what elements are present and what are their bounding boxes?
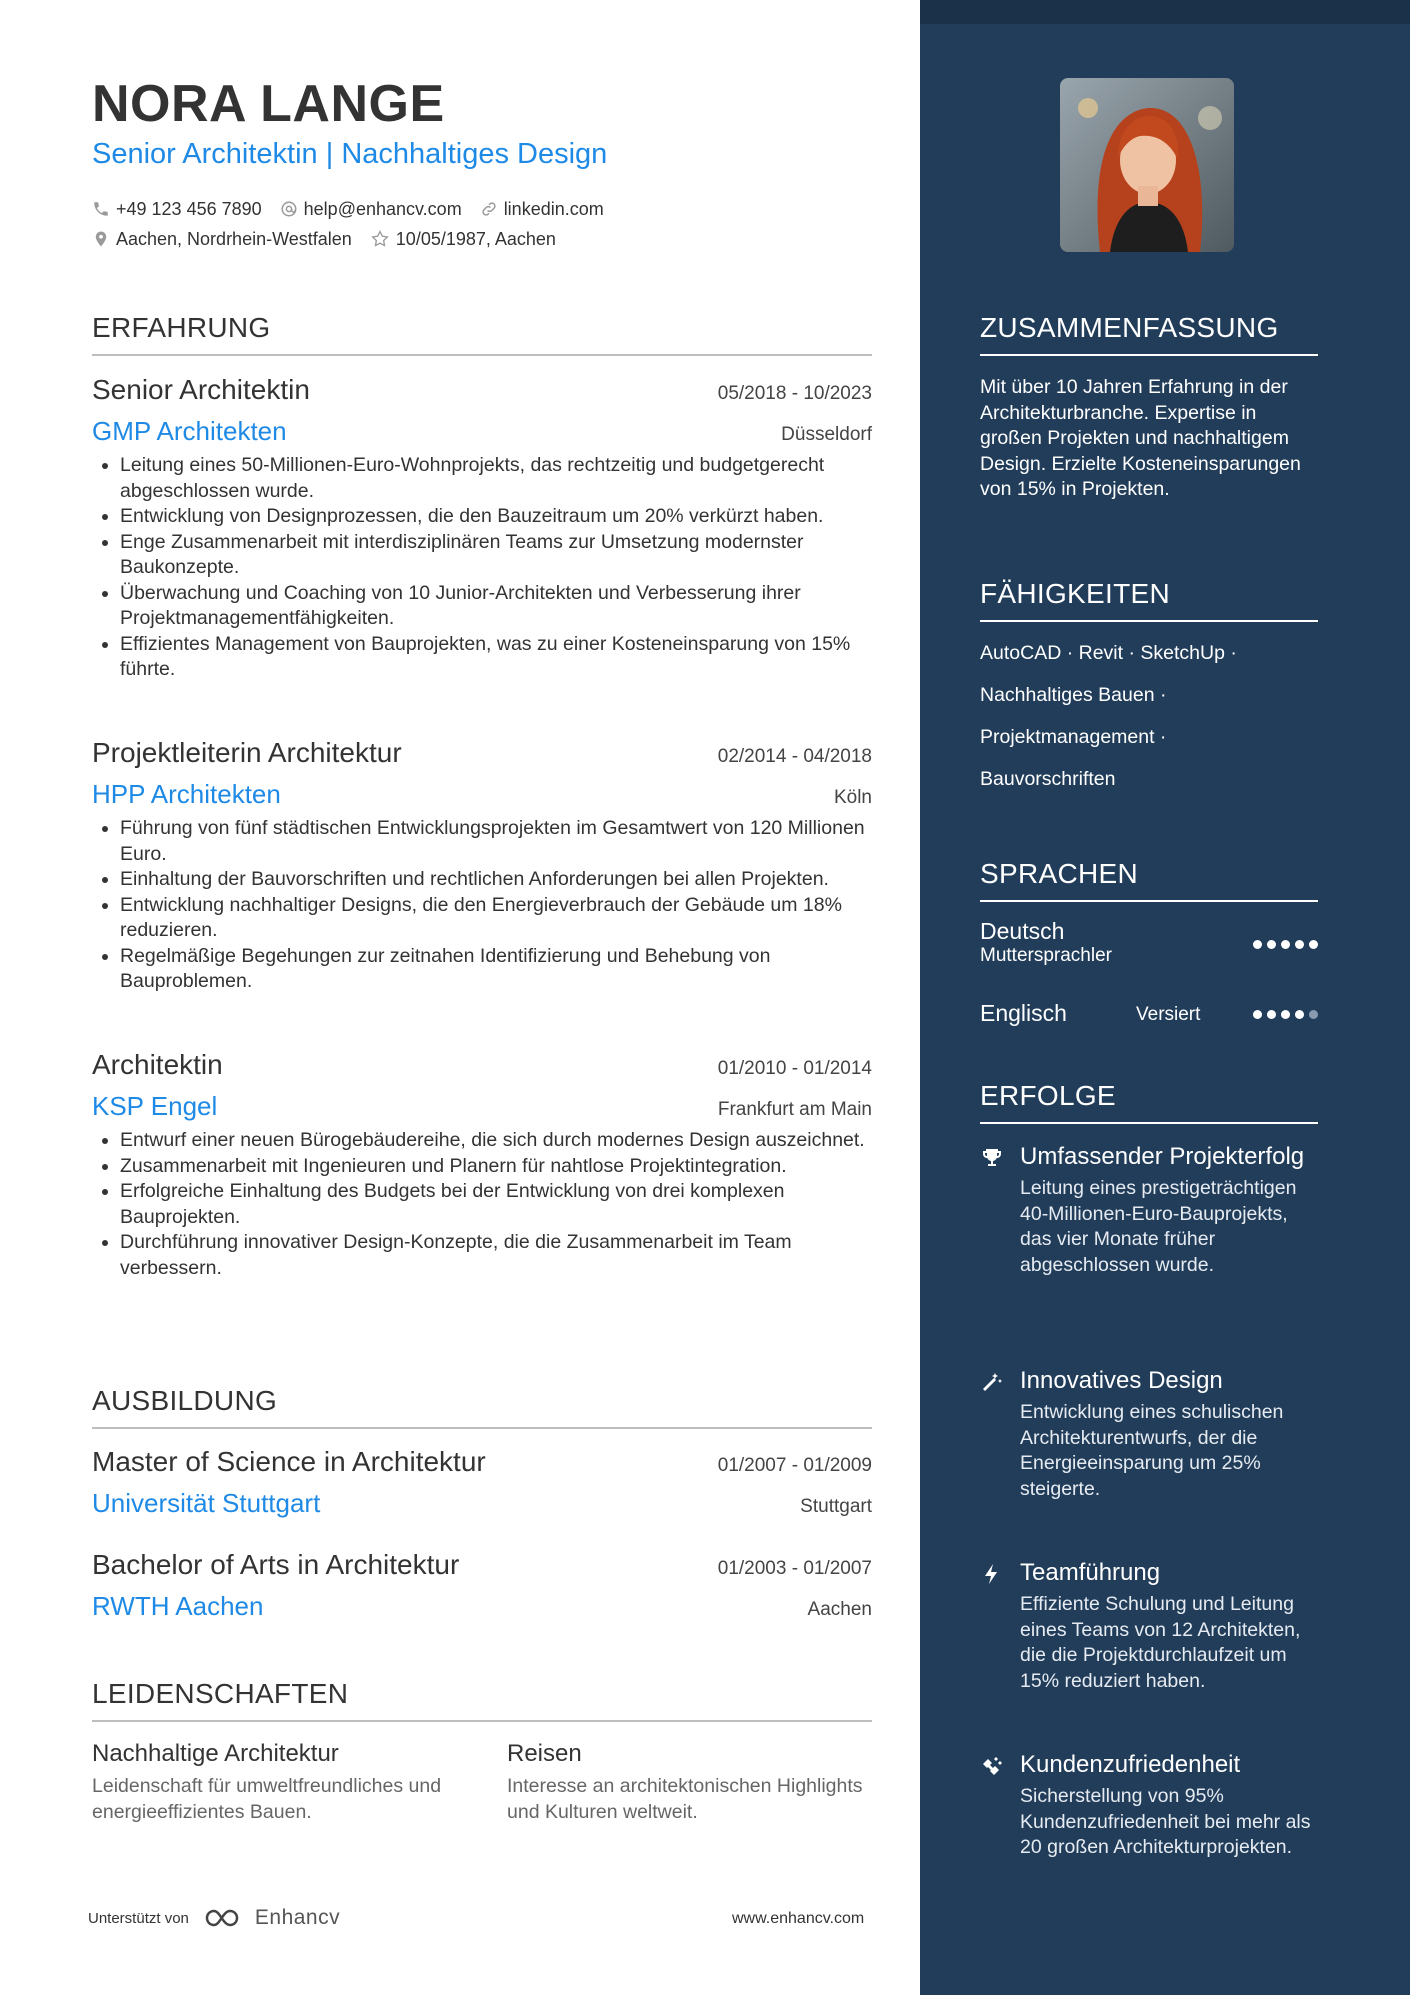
bullet: • Einhaltung der Bauvorschriften und rechtlichen Anforderungen bei allen Projekten. [120, 867, 872, 893]
bullet: • Entwicklung von Designprozessen, die den Bauzeitraum um 20% verkürzt haben. [120, 504, 872, 530]
job-company: KSP Engel [92, 1091, 218, 1121]
passion-title: Nachhaltige Architektur [92, 1740, 339, 1767]
passion-description: Leidenschaft für umweltfreundliches und energieeffizientes Bauen. [92, 1775, 442, 1823]
job-entry [92, 374, 872, 683]
proficiency-dot-filled [1309, 940, 1318, 949]
bullet: • Entwurf einer neuen Bürogebäudereihe, die sich durch modernes Design auszeichnet. [120, 1128, 872, 1154]
education-date: 01/2003 - 01/2007 [717, 1558, 872, 1579]
proficiency-dot-filled [1295, 940, 1304, 949]
headline: Senior Architektin | Nachhaltiges Design [92, 138, 608, 170]
phone-text: +49 123 456 7890 [116, 198, 262, 219]
powered-by-text: Unterstützt von [88, 1909, 189, 1927]
bullet: • Führung von fünf städtischen Entwicklungsprojekten im Gesamtwert von 120 Millionen Euro. [120, 816, 872, 867]
language-proficiency-dots [1248, 940, 1318, 949]
contact-info [92, 194, 622, 254]
contact-birth [370, 229, 556, 250]
language-name: Englisch [980, 1000, 1067, 1026]
education-location: Stuttgart [800, 1496, 872, 1517]
linkedin-text: linkedin.com [503, 198, 604, 219]
bullet: • Entwicklung nachhaltiger Designs, die den Energieverbrauch der Gebäude um 18% reduzieren. [120, 893, 872, 944]
skill-line: AutoCAD · Revit · SketchUp · [980, 642, 1237, 664]
proficiency-dot-filled [1253, 1010, 1262, 1019]
job-entry [92, 737, 872, 995]
job-date: 02/2014 - 04/2018 [717, 746, 872, 767]
job-title: Architektin [92, 1049, 223, 1080]
languages-section-title: SPRACHEN [980, 858, 1318, 902]
skill-line: Bauvorschriften [980, 768, 1116, 790]
bullet: • Enge Zusammenarbeit mit interdisziplinären Teams zur Umsetzung modernster Baukonzepte. [120, 530, 872, 581]
achievement-description: Entwicklung eines schulischen Architekturentwurfs, der die Energieeinsparung um 25% steigerte. [1020, 1401, 1284, 1500]
language-name: Deutsch [980, 918, 1065, 944]
skill-line: Projektmanagement · [980, 726, 1167, 748]
education-section-title: AUSBILDUNG [92, 1385, 872, 1429]
achievement-item [980, 1750, 1318, 1861]
language-item [980, 1000, 1318, 1032]
passions-list [92, 1740, 872, 1825]
job-location: Frankfurt am Main [717, 1099, 872, 1120]
job-entry [92, 1049, 872, 1281]
sidebar [920, 0, 1410, 1995]
magic-wand-icon [980, 1370, 1004, 1394]
trophy-icon [980, 1146, 1004, 1170]
bullet: • Durchführung innovativer Design-Konzepte, die die Zusammenarbeit im Team verbessern. [120, 1230, 872, 1281]
proficiency-dot-empty [1309, 1010, 1318, 1019]
summary-text: Mit über 10 Jahren Erfahrung in der Architekturbranche. Expertise in großen Projekten und nachhaltigem Design. Erzielte Kosteneinsparungen von 15% in Projekten. [980, 376, 1301, 500]
job-bullets [92, 1128, 872, 1281]
job-title: Projektleiterin Architektur [92, 737, 402, 768]
profile-photo [1060, 78, 1234, 252]
education-location: Aachen [807, 1599, 872, 1620]
location-text: Aachen, Nordrhein-Westfalen [116, 228, 352, 249]
degree: Master of Science in Architektur [92, 1446, 486, 1477]
bullet: • Erfolgreiche Einhaltung des Budgets bei der Entwicklung von drei komplexen Bauprojekten. [120, 1179, 872, 1230]
job-location: Köln [833, 787, 872, 808]
job-bullets [92, 816, 872, 995]
passion-item [92, 1740, 507, 1825]
summary-section-title: ZUSAMMENFASSUNG [980, 312, 1318, 356]
achievement-description: Sicherstellung von 95% Kundenzufriedenheit bei mehr als 20 großen Architekturprojekten. [1020, 1785, 1311, 1858]
bullet: • Überwachung und Coaching von 10 Junior-Architekten und Verbesserung ihrer Projektmanagementfähigkeiten. [120, 581, 872, 632]
achievement-description: Leitung eines prestigeträchtigen 40-Millionen-Euro-Bauprojekts, das vier Monate früher abgeschlossen wurde. [1020, 1177, 1297, 1276]
contact-email[interactable] [280, 199, 462, 220]
achievement-title: Innovatives Design [1020, 1367, 1223, 1394]
sidebar-top-bar [920, 0, 1410, 24]
language-level: Muttersprachler [980, 945, 1112, 966]
achievements-section-title: ERFOLGE [980, 1080, 1318, 1124]
skill-line: Nachhaltiges Bauen · [980, 684, 1167, 706]
job-location: Düsseldorf [781, 424, 872, 445]
experience-section-title: ERFAHRUNG [92, 312, 872, 356]
email-text: help@enhancv.com [303, 198, 462, 219]
achievement-item [980, 1558, 1318, 1694]
bullet: • Leitung eines 50-Millionen-Euro-Wohnprojekts, das rechtzeitig und budgetgerecht abgeschlossen wurde. [120, 453, 872, 504]
proficiency-dot-filled [1267, 940, 1276, 949]
skills-list [980, 636, 1318, 804]
enhancv-logo-icon [201, 1905, 251, 1931]
at-icon [280, 200, 298, 218]
proficiency-dot-filled [1281, 940, 1290, 949]
education-date: 01/2007 - 01/2009 [717, 1455, 872, 1476]
job-company: HPP Architekten [92, 779, 281, 809]
achievement-description: Effiziente Schulung und Leitung eines Teams von 12 Architekten, die die Projektdurchlaufzeit um 15% reduziert haben. [1020, 1593, 1301, 1692]
contact-linkedin[interactable] [480, 199, 604, 220]
passion-item [507, 1740, 872, 1825]
bullet: • Effizientes Management von Bauprojekten, was zu einer Kosteneinsparung von 15% führte. [120, 632, 872, 683]
job-date: 05/2018 - 10/2023 [717, 383, 872, 404]
proficiency-dot-filled [1295, 1010, 1304, 1019]
proficiency-dot-filled [1267, 1010, 1276, 1019]
phone-icon [92, 200, 110, 218]
proficiency-dot-filled [1281, 1010, 1290, 1019]
achievement-title: Kundenzufriedenheit [1020, 1751, 1241, 1778]
language-item [980, 918, 1318, 978]
proficiency-dot-filled [1253, 940, 1262, 949]
contact-location [92, 229, 352, 250]
job-company: GMP Architekten [92, 416, 287, 446]
candidate-name: NORA LANGE [92, 75, 445, 133]
achievement-item [980, 1366, 1318, 1502]
achievement-title: Teamführung [1020, 1559, 1161, 1586]
link-icon [480, 200, 498, 218]
passions-section-title: LEIDENSCHAFTEN [92, 1678, 872, 1722]
location-pin-icon [92, 230, 110, 248]
footer-powered-by [88, 1905, 340, 1931]
hands-icon [980, 1754, 1004, 1778]
star-icon [370, 229, 390, 249]
footer-url[interactable]: www.enhancv.com [732, 1910, 865, 1927]
language-level: Versiert [1136, 1004, 1201, 1025]
job-date: 01/2010 - 01/2014 [717, 1058, 872, 1079]
passion-title: Reisen [507, 1740, 582, 1767]
education-entry [92, 1446, 872, 1519]
brand-name: Enhancv [254, 1906, 341, 1929]
job-bullets [92, 453, 872, 683]
degree: Bachelor of Arts in Architektur [92, 1549, 460, 1580]
lightning-icon [980, 1562, 1004, 1586]
job-title: Senior Architektin [92, 374, 310, 405]
school: Universität Stuttgart [92, 1488, 321, 1518]
passion-description: Interesse an architektonischen Highlights und Kulturen weltweit. [507, 1775, 863, 1823]
education-entry [92, 1549, 872, 1622]
school: RWTH Aachen [92, 1591, 264, 1621]
language-proficiency-dots [1248, 1010, 1318, 1019]
bullet: • Zusammenarbeit mit Ingenieuren und Planern für nahtlose Projektintegration. [120, 1154, 872, 1180]
birth-text: 10/05/1987, Aachen [395, 228, 556, 249]
skills-section-title: FÄHIGKEITEN [980, 578, 1318, 622]
achievement-title: Umfassender Projekterfolg [1020, 1143, 1305, 1170]
bullet: • Regelmäßige Begehungen zur zeitnahen Identifizierung und Behebung von Bauproblemen. [120, 944, 872, 995]
achievement-item [980, 1142, 1318, 1278]
contact-phone[interactable] [92, 199, 262, 220]
